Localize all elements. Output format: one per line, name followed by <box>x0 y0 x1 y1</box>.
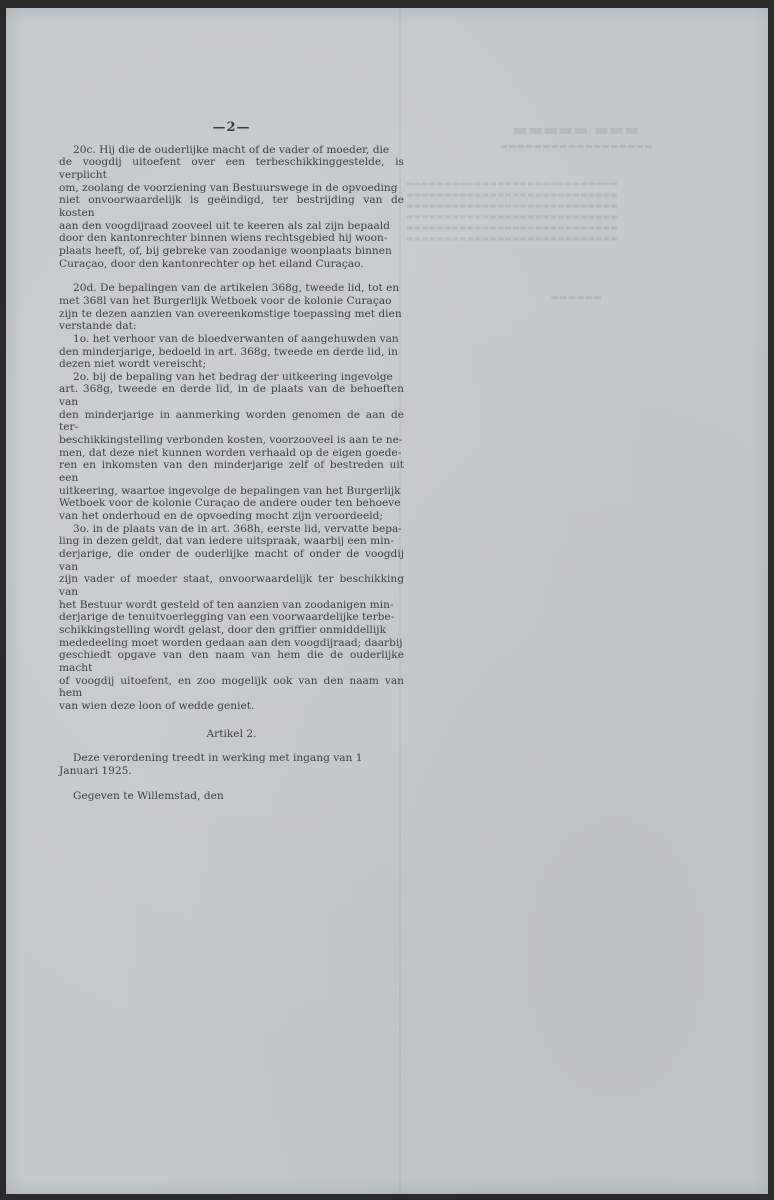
text-line: aan den voogdijraad zooveel uit te keeren als zal zijn bepaald <box>59 219 390 232</box>
text-line: uitkeering, waartoe ingevolge de bepalingen van het Burgerlijk <box>59 484 401 497</box>
closing-given-at <box>59 790 404 803</box>
text-line: derjarige de tenuitvoerlegging van een voorwaardelijke terbe- <box>59 611 395 624</box>
document-body <box>59 122 404 802</box>
text-line: de voogdij uitoefent over een terbeschikkinggestelde, is verplicht <box>59 156 404 181</box>
bleed-through-block: ▬▬▬▬▬▬▬▬▬▬▬▬▬▬▬▬▬▬▬▬▬▬▬▬▬▬▬▬ ▬▬▬▬▬▬▬▬▬▬▬▬▬▬▬▬▬▬▬▬▬▬▬▬▬▬▬▬ ▬▬▬▬▬▬▬▬▬▬▬▬▬▬▬▬▬▬▬▬▬▬▬▬▬▬▬▬ ▬▬▬▬▬▬▬▬▬▬▬▬▬▬▬▬▬▬▬▬▬▬▬▬▬▬▬▬ ▬▬▬▬▬▬▬▬▬▬▬▬▬▬▬▬▬▬▬▬▬▬▬▬▬▬▬▬ ▬▬▬▬▬▬▬▬▬▬▬▬▬▬▬▬▬▬▬▬▬▬▬▬▬▬▬▬ <box>406 179 618 243</box>
document-page <box>6 8 768 1194</box>
page-number: —2— <box>212 120 251 135</box>
text-line: geschiedt opgave van den naam van hem die de ouderlijke macht <box>59 649 404 674</box>
text-line: mededeeling moet worden gedaan aan den voogdijraad; daarbij <box>59 636 403 649</box>
text-line: Wetboek voor de kolonie Curaçao de andere ouder ten behoeve <box>59 497 401 510</box>
text-line: 20c. Hij die de ouderlijke macht of de vader of moeder, die <box>73 143 390 156</box>
subitem-1o <box>59 333 404 371</box>
bleed-through-subheading: ▬▬▬▬▬▬▬▬▬▬▬▬▬▬▬▬▬▬ <box>499 142 653 152</box>
text-line: den minderjarige in aanmerking worden genomen de aan de ter- <box>59 408 404 434</box>
text-line: dezen niet wordt vereischt; <box>59 358 207 371</box>
text-line: van wien deze loon of wedde geniet. <box>59 699 255 712</box>
text-line: zijn vader of moeder staat, onvoorwaardelijk ter beschikking van <box>59 573 404 598</box>
text-line: 3o. in de plaats van de in art. 368h, eerste lid, vervatte bepa- <box>73 522 402 535</box>
text-line: beschikkingstelling verbonden kosten, voorzooveel is aan te ne- <box>59 434 403 447</box>
bleed-through-label: ▬▬▬▬▬▬ <box>550 293 602 303</box>
text-line: door den kantonrechter binnen wiens rechtsgebied hij woon- <box>59 232 388 245</box>
closing-effective-date <box>59 752 404 777</box>
text-line: art. 368g, tweede en derde lid, in de plaats van de behoeften van <box>59 383 404 409</box>
text-line: Curaçao, door den kantonrechter op het eiland Curaçao. <box>59 257 364 270</box>
text-line: om, zoolang de voorziening van Bestuurswege in de opvoeding <box>59 181 398 194</box>
text-line: verstande dat: <box>59 320 137 333</box>
text-line: niet onvoorwaardelijk is geëindigd, ter bestrijding van de kosten <box>59 194 404 219</box>
text-line: van het onderhoud en de opvoeding mocht zijn veroordeeld; <box>59 510 383 523</box>
subitem-3o <box>59 523 404 713</box>
text-line: 2o. bij de bepaling van het bedrag der uitkeering ingevolge <box>73 370 393 383</box>
article-heading: Artikel 2. <box>206 727 257 740</box>
text-line: ling in dezen geldt, dat van iedere uitspraak, waarbij een min- <box>59 535 394 548</box>
text-line: zijn te dezen aanzien van overeenkomstige toepassing met dien <box>59 307 402 320</box>
text-line: Januari 1925. <box>59 764 132 777</box>
text-line: schikkingstelling wordt gelast, door den griffier onmiddellijk <box>59 623 387 636</box>
paragraph-20c <box>59 144 404 271</box>
text-line: 20d. De bepalingen van de artikelen 368g, tweede lid, tot en <box>73 282 400 295</box>
text-line: Deze verordening treedt in werking met ingang van 1 <box>73 752 363 765</box>
text-line: Gegeven te Willemstad, den <box>73 789 224 802</box>
text-line: met 368l van het Burgerlijk Wetboek voor de kolonie Curaçao <box>59 294 392 307</box>
bleed-through-heading: ▬▬▬▬▬ ▬▬▬ <box>512 120 640 139</box>
text-line: of voogdij uitoefent, en zoo mogelijk ook van den naam van hem <box>59 674 404 700</box>
text-line: men, dat deze niet kunnen worden verhaald op de eigen goede- <box>59 446 402 459</box>
subitem-2o <box>59 371 404 523</box>
text-line: het Bestuur wordt gesteld of ten aanzien van zoodanigen min- <box>59 598 394 611</box>
text-line: den minderjarige, bedoeld in art. 368g, tweede en derde lid, in <box>59 345 398 358</box>
text-line: 1o. het verhoor van de bloedverwanten of aangehuwden van <box>73 332 399 345</box>
text-line: derjarige, die onder de ouderlijke macht of onder de voogdij van <box>59 548 404 573</box>
text-line: ren en inkomsten van den minderjarige zelf of bestreden uit een <box>59 459 404 485</box>
paragraph-20d <box>59 282 404 333</box>
text-line: plaats heeft, of, bij gebreke van zoodanige woonplaats binnen <box>59 244 392 257</box>
